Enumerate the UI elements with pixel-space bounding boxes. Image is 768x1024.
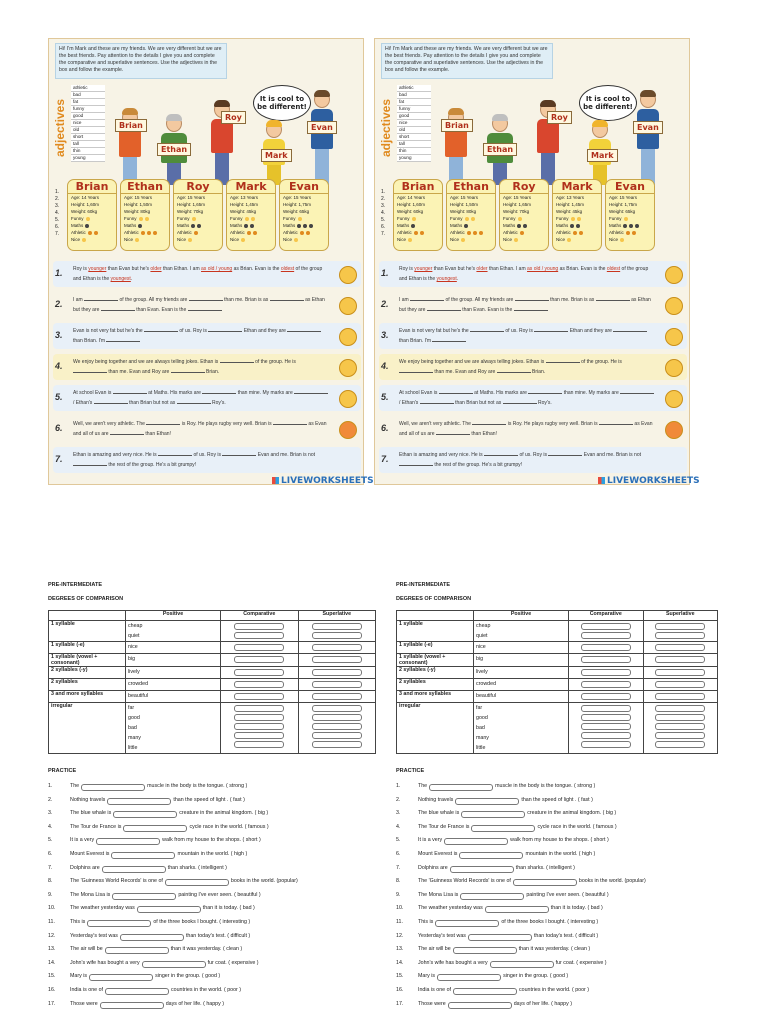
answer-field[interactable]	[202, 389, 236, 394]
adjective-item: funny	[397, 106, 431, 113]
superlative-input[interactable]	[655, 732, 705, 739]
practice-item: 17. Those were days of her life. ( happy )	[396, 1000, 572, 1007]
intro-text: Hi! I'm Mark and these are my friends. We are very different but we are the best friends. Pay attention to the details I give you and complete the comparative and superlative sentences. Use the adjectives in the box and follow the example.	[55, 43, 227, 79]
exercise-2: 2. I am of the group. All my friends are than me. Brian is as as Ethan but they are than Evan. Evan is the	[379, 292, 687, 318]
practice-item: 2. Nothing travels than the speed of light . ( fast )	[396, 796, 593, 803]
answer-field[interactable]: younger	[414, 266, 433, 272]
answer-field[interactable]	[171, 368, 205, 373]
superlative-input[interactable]	[312, 714, 362, 721]
card-evan: Evan Age: 15 Years Height: 1,75m Weight: 65kg Funny Maths Athletic Nice	[605, 179, 655, 251]
answer-field[interactable]	[436, 430, 470, 435]
table-row: 2 syllables (-y) lively	[49, 667, 376, 679]
answer-field[interactable]	[528, 389, 562, 394]
nametag-roy: Roy	[547, 111, 572, 124]
superlative-input[interactable]	[312, 669, 362, 676]
angry-face-icon	[339, 421, 357, 439]
practice-list	[48, 780, 378, 1011]
superlative-input[interactable]	[655, 623, 705, 630]
practice-input[interactable]	[459, 852, 523, 859]
table-row: 1 syllable cheap quiet	[49, 621, 376, 642]
angry-face-icon	[665, 421, 683, 439]
grin-face-icon	[339, 328, 357, 346]
practice-input[interactable]	[87, 920, 151, 927]
answer-field[interactable]	[470, 327, 504, 332]
card-mark: Mark Age: 13 Years Height: 1,45m Weight: 45kg Funny Maths Athletic Nice	[552, 179, 602, 251]
answer-field[interactable]	[472, 420, 506, 425]
practice-input[interactable]	[120, 934, 184, 941]
card-row-numbers: 1. 2. 3. 4. 5. 6. 7.	[381, 189, 386, 237]
table-row: 1 syllable (-e) nice	[397, 642, 718, 654]
adjective-item: bad	[71, 92, 105, 99]
nametag-ethan: Ethan	[483, 143, 517, 156]
adjective-item: nice	[397, 120, 431, 127]
superlative-input[interactable]	[655, 705, 705, 712]
calm-face-icon	[339, 297, 357, 315]
practice-input[interactable]	[468, 934, 532, 941]
nametag-evan: Evan	[633, 121, 663, 134]
nametag-brian: Brian	[441, 119, 473, 132]
exercise-3: 3. Evan is not very fat but he's the of us. Roy is Ethan and they are than Brian. I'm	[53, 323, 361, 349]
comparative-input[interactable]	[581, 741, 631, 748]
answer-field[interactable]	[534, 327, 568, 332]
practice-item: 8. The 'Guinness World Records' is one of books in the world. (popular)	[396, 878, 646, 885]
answer-field[interactable]	[546, 358, 580, 363]
smiley-face-icon	[665, 266, 683, 284]
table-row: 1 syllable cheap quiet	[397, 621, 718, 642]
practice-item: 6. Mount Everest is mountain in the world. ( high )	[48, 850, 248, 857]
card-roy: Roy Age: 15 Years Height: 1,65m Weight: 70kg Funny Maths Athletic Nice	[499, 179, 549, 251]
superlative-input[interactable]	[312, 656, 362, 663]
practice-item: 11. This is of the three books I bought. ( interesting )	[396, 918, 599, 925]
exercise-6: 6. Well, we aren't very athletic. The is Roy. He plays rugby very well. Brian is as Evan and all of us are than Ethan!	[53, 416, 361, 442]
superlative-input[interactable]	[655, 656, 705, 663]
exercise-1: 1. Roy is younger than Evan but he's older than Ethan. I am as old / young as Brian. Evan is the oldest of the group and Ethan is the youngest.	[379, 261, 687, 287]
comparative-input[interactable]	[581, 705, 631, 712]
answer-field[interactable]	[599, 420, 633, 425]
superlative-input[interactable]	[312, 693, 362, 700]
adjective-item: young	[71, 155, 105, 162]
answer-field[interactable]	[399, 368, 433, 373]
answer-field[interactable]: oldest	[606, 266, 621, 272]
superlative-input[interactable]	[312, 723, 362, 730]
liveworksheets-logo: LIVEWORKSHEETS	[272, 476, 374, 486]
adjective-item: short	[71, 134, 105, 141]
practice-input[interactable]	[461, 811, 525, 818]
adjective-item: athletic	[71, 85, 105, 92]
practice-item: 10. The weather yesterday was than it is today. ( bad )	[48, 905, 255, 912]
practice-input[interactable]	[102, 866, 166, 873]
comparative-input[interactable]	[581, 681, 631, 688]
practice-item: 15. Mary is singer in the group. ( good )	[396, 973, 569, 980]
table-row: 3 and more syllables beautiful	[49, 691, 376, 703]
answer-field[interactable]	[497, 368, 531, 373]
answer-field[interactable]	[613, 327, 647, 332]
answer-field[interactable]	[515, 296, 549, 301]
comparative-input[interactable]	[234, 723, 284, 730]
comparative-input[interactable]	[234, 705, 284, 712]
practice-input[interactable]	[471, 825, 535, 832]
nametag-evan: Evan	[307, 121, 337, 134]
adjective-item: fat	[397, 99, 431, 106]
adjective-item: bad	[397, 92, 431, 99]
adjectives-title: adjectives	[379, 98, 394, 158]
exercise-2: 2. I am of the group. All my friends are than me. Brian is as as Ethan but they are than Evan. Evan is the	[53, 292, 361, 318]
nametag-brian: Brian	[115, 119, 147, 132]
answer-field[interactable]	[484, 451, 518, 456]
comparative-input[interactable]	[581, 644, 631, 651]
superlative-input[interactable]	[655, 681, 705, 688]
practice-input[interactable]	[142, 961, 206, 968]
superlative-input[interactable]	[312, 705, 362, 712]
practice-input[interactable]	[435, 920, 499, 927]
practice-input[interactable]	[81, 784, 145, 791]
superlative-input[interactable]	[655, 632, 705, 639]
table-row: 2 syllables crowded	[49, 679, 376, 691]
practice-list	[396, 780, 726, 1011]
adjective-item: thin	[71, 148, 105, 155]
practice-input[interactable]	[485, 906, 549, 913]
practice-item: 14. John's wife has bought a very fur coat. ( expensive )	[396, 959, 607, 966]
degrees-table: Positive Comparative Superlative 1 syllable cheap quiet 1 syllable (-e) nice 1 syllable (vowel + consonant) big 2 syllables (-y) lively 2 syllables crowded 3 and more syllables beautiful irregular far good bad many little	[396, 610, 718, 754]
adjective-item: funny	[71, 106, 105, 113]
practice-item: 16. India is one of countries in the world. ( poor )	[396, 986, 590, 993]
answer-field[interactable]	[113, 389, 147, 394]
practice-title: PRACTICE	[48, 768, 77, 774]
answer-field[interactable]	[146, 420, 180, 425]
answer-field[interactable]	[101, 306, 135, 311]
practice-input[interactable]	[100, 1002, 164, 1009]
practice-item: 7. Dolphins are than sharks. ( intelligent )	[48, 864, 227, 871]
card-ethan: Ethan Age: 15 Years Height: 1,50m Weight: 80kg Funny Maths Athletic Nice	[446, 179, 496, 251]
practice-input[interactable]	[105, 988, 169, 995]
smiley-face-icon	[339, 266, 357, 284]
comparative-input[interactable]	[234, 623, 284, 630]
practice-input[interactable]	[113, 811, 177, 818]
adjective-item: tall	[71, 141, 105, 148]
card-row-numbers: 1. 2. 3. 4. 5. 6. 7.	[55, 189, 60, 237]
adjective-item: young	[397, 155, 431, 162]
answer-field[interactable]	[84, 296, 118, 301]
comparative-input[interactable]	[581, 714, 631, 721]
practice-input[interactable]	[460, 893, 524, 900]
superlative-input[interactable]	[312, 623, 362, 630]
answer-field[interactable]	[177, 399, 211, 404]
answer-field[interactable]	[503, 399, 537, 404]
intro-text: Hi! I'm Mark and these are my friends. We are very different but we are the best friends. Pay attention to the details I give you and complete the comparative and superlative sentences. Use the adjectives in the box and follow the example.	[381, 43, 553, 79]
answer-field[interactable]	[439, 389, 473, 394]
adjective-item: tall	[397, 141, 431, 148]
comparative-input[interactable]	[234, 644, 284, 651]
table-row: 2 syllables crowded	[397, 679, 718, 691]
superlative-input[interactable]	[655, 741, 705, 748]
answer-field[interactable]: oldest	[280, 266, 295, 272]
practice-item: 9. The Mona Lisa is painting I've ever seen. ( beautiful )	[396, 891, 609, 898]
adjective-item: good	[71, 113, 105, 120]
answer-field[interactable]: as old / young	[201, 266, 233, 272]
practice-item: 12. Yesterday's test was than today's test. ( difficult )	[48, 932, 251, 939]
comparative-input[interactable]	[581, 632, 631, 639]
practice-item: 9. The Mona Lisa is painting I've ever seen. ( beautiful )	[48, 891, 261, 898]
comparative-input[interactable]	[581, 732, 631, 739]
answer-field[interactable]	[73, 461, 107, 466]
answer-field[interactable]: youngest	[436, 276, 457, 282]
answer-field[interactable]	[106, 337, 140, 342]
answer-field[interactable]	[110, 430, 144, 435]
answer-field[interactable]	[222, 451, 256, 456]
table-row: 1 syllable (vowel + consonant) big	[49, 654, 376, 667]
answer-field[interactable]	[273, 420, 307, 425]
adjective-item: athletic	[397, 85, 431, 92]
speech-bubble: It is cool to be different!	[579, 85, 637, 121]
superlative-input[interactable]	[312, 681, 362, 688]
worksheet-right	[374, 38, 690, 485]
practice-item: 7. Dolphins are than sharks. ( intelligent )	[396, 864, 575, 871]
practice-input[interactable]	[490, 961, 554, 968]
grin-face-icon	[665, 328, 683, 346]
practice-input[interactable]	[105, 947, 169, 954]
calm-face-icon	[665, 297, 683, 315]
practice-item: 13. The air will be than it was yesterday. ( clean )	[48, 946, 243, 953]
exercise-5: 5. At school Evan is at Maths. His marks are than mine. My marks are / Ethan's than Brian but not as Roy's.	[53, 385, 361, 411]
answer-field[interactable]	[144, 327, 178, 332]
comparative-input[interactable]	[234, 741, 284, 748]
comparative-input[interactable]	[234, 681, 284, 688]
table-row: 1 syllable (vowel + consonant) big	[397, 654, 718, 667]
level-label: PRE-INTERMEDIATE	[396, 582, 450, 588]
comparative-input[interactable]	[581, 723, 631, 730]
superlative-input[interactable]	[655, 644, 705, 651]
answer-field[interactable]	[620, 389, 654, 394]
practice-input[interactable]	[89, 974, 153, 981]
comparative-input[interactable]	[234, 632, 284, 639]
nametag-mark: Mark	[587, 149, 618, 162]
table-row: irregular far good bad many little	[49, 703, 376, 754]
comparison-sheet-left	[48, 582, 378, 1011]
sheet-subtitle: DEGREES OF COMPARISON	[48, 596, 124, 602]
adjective-item: old	[397, 127, 431, 134]
adjective-item: fat	[71, 99, 105, 106]
practice-item: 1. The muscle in the body is the tongue. ( strong )	[396, 783, 596, 789]
practice-input[interactable]	[165, 879, 229, 886]
superlative-input[interactable]	[655, 693, 705, 700]
answer-field[interactable]	[427, 306, 461, 311]
answer-field[interactable]	[287, 327, 321, 332]
practice-item: 4. The Tour de France is cycle race in the world. ( famous )	[396, 823, 617, 830]
practice-input[interactable]	[111, 852, 175, 859]
practice-item: 10. The weather yesterday was than it is today. ( bad )	[396, 905, 603, 912]
character-evan	[307, 91, 337, 185]
practice-input[interactable]	[123, 825, 187, 832]
adjectives-box	[71, 85, 105, 162]
practice-item: 16. India is one of countries in the world. ( poor )	[48, 986, 242, 993]
characters-illustration	[111, 77, 361, 185]
superlative-input[interactable]	[655, 714, 705, 721]
exercise-4: 4. We enjoy being together and we are always telling jokes. Ethan is of the group. He is than me. Evan and Roy are Brian.	[53, 354, 361, 380]
practice-input[interactable]	[96, 838, 160, 845]
practice-item: 5. It is a very walk from my house to the shops. ( short )	[48, 837, 261, 844]
practice-item: 1. The muscle in the body is the tongue. ( strong )	[48, 783, 248, 789]
answer-field[interactable]: older	[476, 266, 488, 272]
answer-field[interactable]	[188, 306, 222, 311]
practice-input[interactable]	[444, 838, 508, 845]
exercise-7: 7. Ethan is amazing and very nice. He is of us. Roy is Evan and me. Brian is not the rest of the group. He's a bit grumpy!	[379, 447, 687, 473]
sheet-subtitle: DEGREES OF COMPARISON	[396, 596, 472, 602]
adjective-item: good	[397, 113, 431, 120]
answer-field[interactable]	[270, 296, 304, 301]
exercise-6: 6. Well, we aren't very athletic. The is Roy. He plays rugby very well. Brian is as Evan and all of us are than Ethan!	[379, 416, 687, 442]
answer-field[interactable]	[420, 399, 454, 404]
answer-field[interactable]: older	[150, 266, 162, 272]
exercise-5: 5. At school Evan is at Maths. His marks are than mine. My marks are / Ethan's than Brian but not as Roy's.	[379, 385, 687, 411]
superlative-input[interactable]	[312, 632, 362, 639]
practice-input[interactable]	[448, 1002, 512, 1009]
card-roy: Roy Age: 15 Years Height: 1,65m Weight: 70kg Funny Maths Athletic Nice	[173, 179, 223, 251]
superlative-input[interactable]	[655, 723, 705, 730]
comparative-input[interactable]	[581, 623, 631, 630]
speech-bubble: It is cool to be different!	[253, 85, 311, 121]
adjective-item: nice	[71, 120, 105, 127]
characters-illustration	[437, 77, 687, 185]
exercise-3: 3. Evan is not very fat but he's the of us. Roy is Ethan and they are than Brian. I'm	[379, 323, 687, 349]
table-row: 2 syllables (-y) lively	[397, 667, 718, 679]
card-evan: Evan Age: 15 Years Height: 1,75m Weight: 65kg Funny Maths Athletic Nice	[279, 179, 329, 251]
crying-face-icon	[665, 390, 683, 408]
adjective-item: short	[397, 134, 431, 141]
exercise-4: 4. We enjoy being together and we are always telling jokes. Ethan is of the group. He is than me. Evan and Roy are Brian.	[379, 354, 687, 380]
character-evan	[633, 91, 663, 185]
adjectives-box	[397, 85, 431, 162]
answer-field[interactable]	[294, 389, 328, 394]
comparative-input[interactable]	[581, 669, 631, 676]
adjective-item: thin	[397, 148, 431, 155]
practice-input[interactable]	[429, 784, 493, 791]
adjectives-title: adjectives	[53, 98, 68, 158]
comparative-input[interactable]	[581, 693, 631, 700]
answer-field[interactable]	[220, 358, 254, 363]
superlative-input[interactable]	[312, 644, 362, 651]
superlative-input[interactable]	[312, 732, 362, 739]
crying-face-icon	[339, 390, 357, 408]
comparative-input[interactable]	[234, 656, 284, 663]
practice-item: 14. John's wife has bought a very fur coat. ( expensive )	[48, 959, 259, 966]
superlative-input[interactable]	[312, 741, 362, 748]
practice-item: 15. Mary is singer in the group. ( good )	[48, 973, 221, 980]
answer-field[interactable]	[548, 451, 582, 456]
comparative-input[interactable]	[234, 714, 284, 721]
practice-item: 6. Mount Everest is mountain in the world. ( high )	[396, 850, 596, 857]
table-row: irregular far good bad many little	[397, 703, 718, 754]
practice-input[interactable]	[450, 866, 514, 873]
answer-field[interactable]	[73, 368, 107, 373]
answer-field[interactable]	[399, 461, 433, 466]
answer-field[interactable]: as old / young	[527, 266, 559, 272]
practice-item: 3. The blue whale is creature in the animal kingdom. ( big )	[396, 810, 617, 817]
practice-input[interactable]	[137, 906, 201, 913]
practice-item: 11. This is of the three books I bought. ( interesting )	[48, 918, 251, 925]
nametag-ethan: Ethan	[157, 143, 191, 156]
practice-item: 4. The Tour de France is cycle race in the world. ( famous )	[48, 823, 269, 830]
answer-field[interactable]	[432, 337, 466, 342]
worksheet-left	[48, 38, 364, 485]
comparative-input[interactable]	[234, 693, 284, 700]
exercise-1: 1. Roy is younger than Evan but he's older than Ethan. I am as old / young as Brian. Evan is the oldest of the group and Ethan is the youngest.	[53, 261, 361, 287]
practice-item: 17. Those were days of her life. ( happy )	[48, 1000, 224, 1007]
answer-field[interactable]	[189, 296, 223, 301]
practice-item: 2. Nothing travels than the speed of light . ( fast )	[48, 796, 245, 803]
answer-field[interactable]	[514, 306, 548, 311]
practice-input[interactable]	[455, 798, 519, 805]
practice-input[interactable]	[437, 974, 501, 981]
card-brian: Brian Age: 14 Years Height: 1,60m Weight: 60kg Funny Maths Athletic Nice	[67, 179, 117, 251]
practice-item: 8. The 'Guinness World Records' is one of books in the world. (popular)	[48, 878, 298, 885]
practice-input[interactable]	[107, 798, 171, 805]
answer-field[interactable]	[94, 399, 128, 404]
nametag-mark: Mark	[261, 149, 292, 162]
answer-field[interactable]	[410, 296, 444, 301]
comparative-input[interactable]	[234, 669, 284, 676]
answer-field[interactable]	[158, 451, 192, 456]
comparative-input[interactable]	[581, 656, 631, 663]
answer-field[interactable]: youngest	[110, 276, 131, 282]
answer-field[interactable]	[208, 327, 242, 332]
card-mark: Mark Age: 13 Years Height: 1,45m Weight: 45kg Funny Maths Athletic Nice	[226, 179, 276, 251]
table-row: 3 and more syllables beautiful	[397, 691, 718, 703]
practice-input[interactable]	[513, 879, 577, 886]
practice-item: 13. The air will be than it was yesterday. ( clean )	[396, 946, 591, 953]
answer-field[interactable]	[596, 296, 630, 301]
adjective-item: old	[71, 127, 105, 134]
card-ethan: Ethan Age: 15 Years Height: 1,50m Weight: 80kg Funny Maths Athletic Nice	[120, 179, 170, 251]
superlative-input[interactable]	[655, 669, 705, 676]
practice-input[interactable]	[453, 947, 517, 954]
liveworksheets-logo: LIVEWORKSHEETS	[598, 476, 700, 486]
laughing-face-icon	[339, 359, 357, 377]
exercise-7: 7. Ethan is amazing and very nice. He is of us. Roy is Evan and me. Brian is not the rest of the group. He's a bit grumpy!	[53, 447, 361, 473]
practice-input[interactable]	[112, 893, 176, 900]
nametag-roy: Roy	[221, 111, 246, 124]
practice-title: PRACTICE	[396, 768, 425, 774]
degrees-table: Positive Comparative Superlative 1 syllable cheap quiet 1 syllable (-e) nice 1 syllable (vowel + consonant) big 2 syllables (-y) lively 2 syllables crowded 3 and more syllables beautiful irregular far good bad many little	[48, 610, 376, 754]
practice-item: 12. Yesterday's test was than today's test. ( difficult )	[396, 932, 599, 939]
answer-field[interactable]: younger	[88, 266, 107, 272]
practice-item: 3. The blue whale is creature in the animal kingdom. ( big )	[48, 810, 269, 817]
table-row: 1 syllable (-e) nice	[49, 642, 376, 654]
laughing-face-icon	[665, 359, 683, 377]
practice-input[interactable]	[453, 988, 517, 995]
level-label: PRE-INTERMEDIATE	[48, 582, 102, 588]
practice-item: 5. It is a very walk from my house to the shops. ( short )	[396, 837, 609, 844]
comparison-sheet-right	[396, 582, 726, 1011]
card-brian: Brian Age: 14 Years Height: 1,60m Weight: 60kg Funny Maths Athletic Nice	[393, 179, 443, 251]
comparative-input[interactable]	[234, 732, 284, 739]
